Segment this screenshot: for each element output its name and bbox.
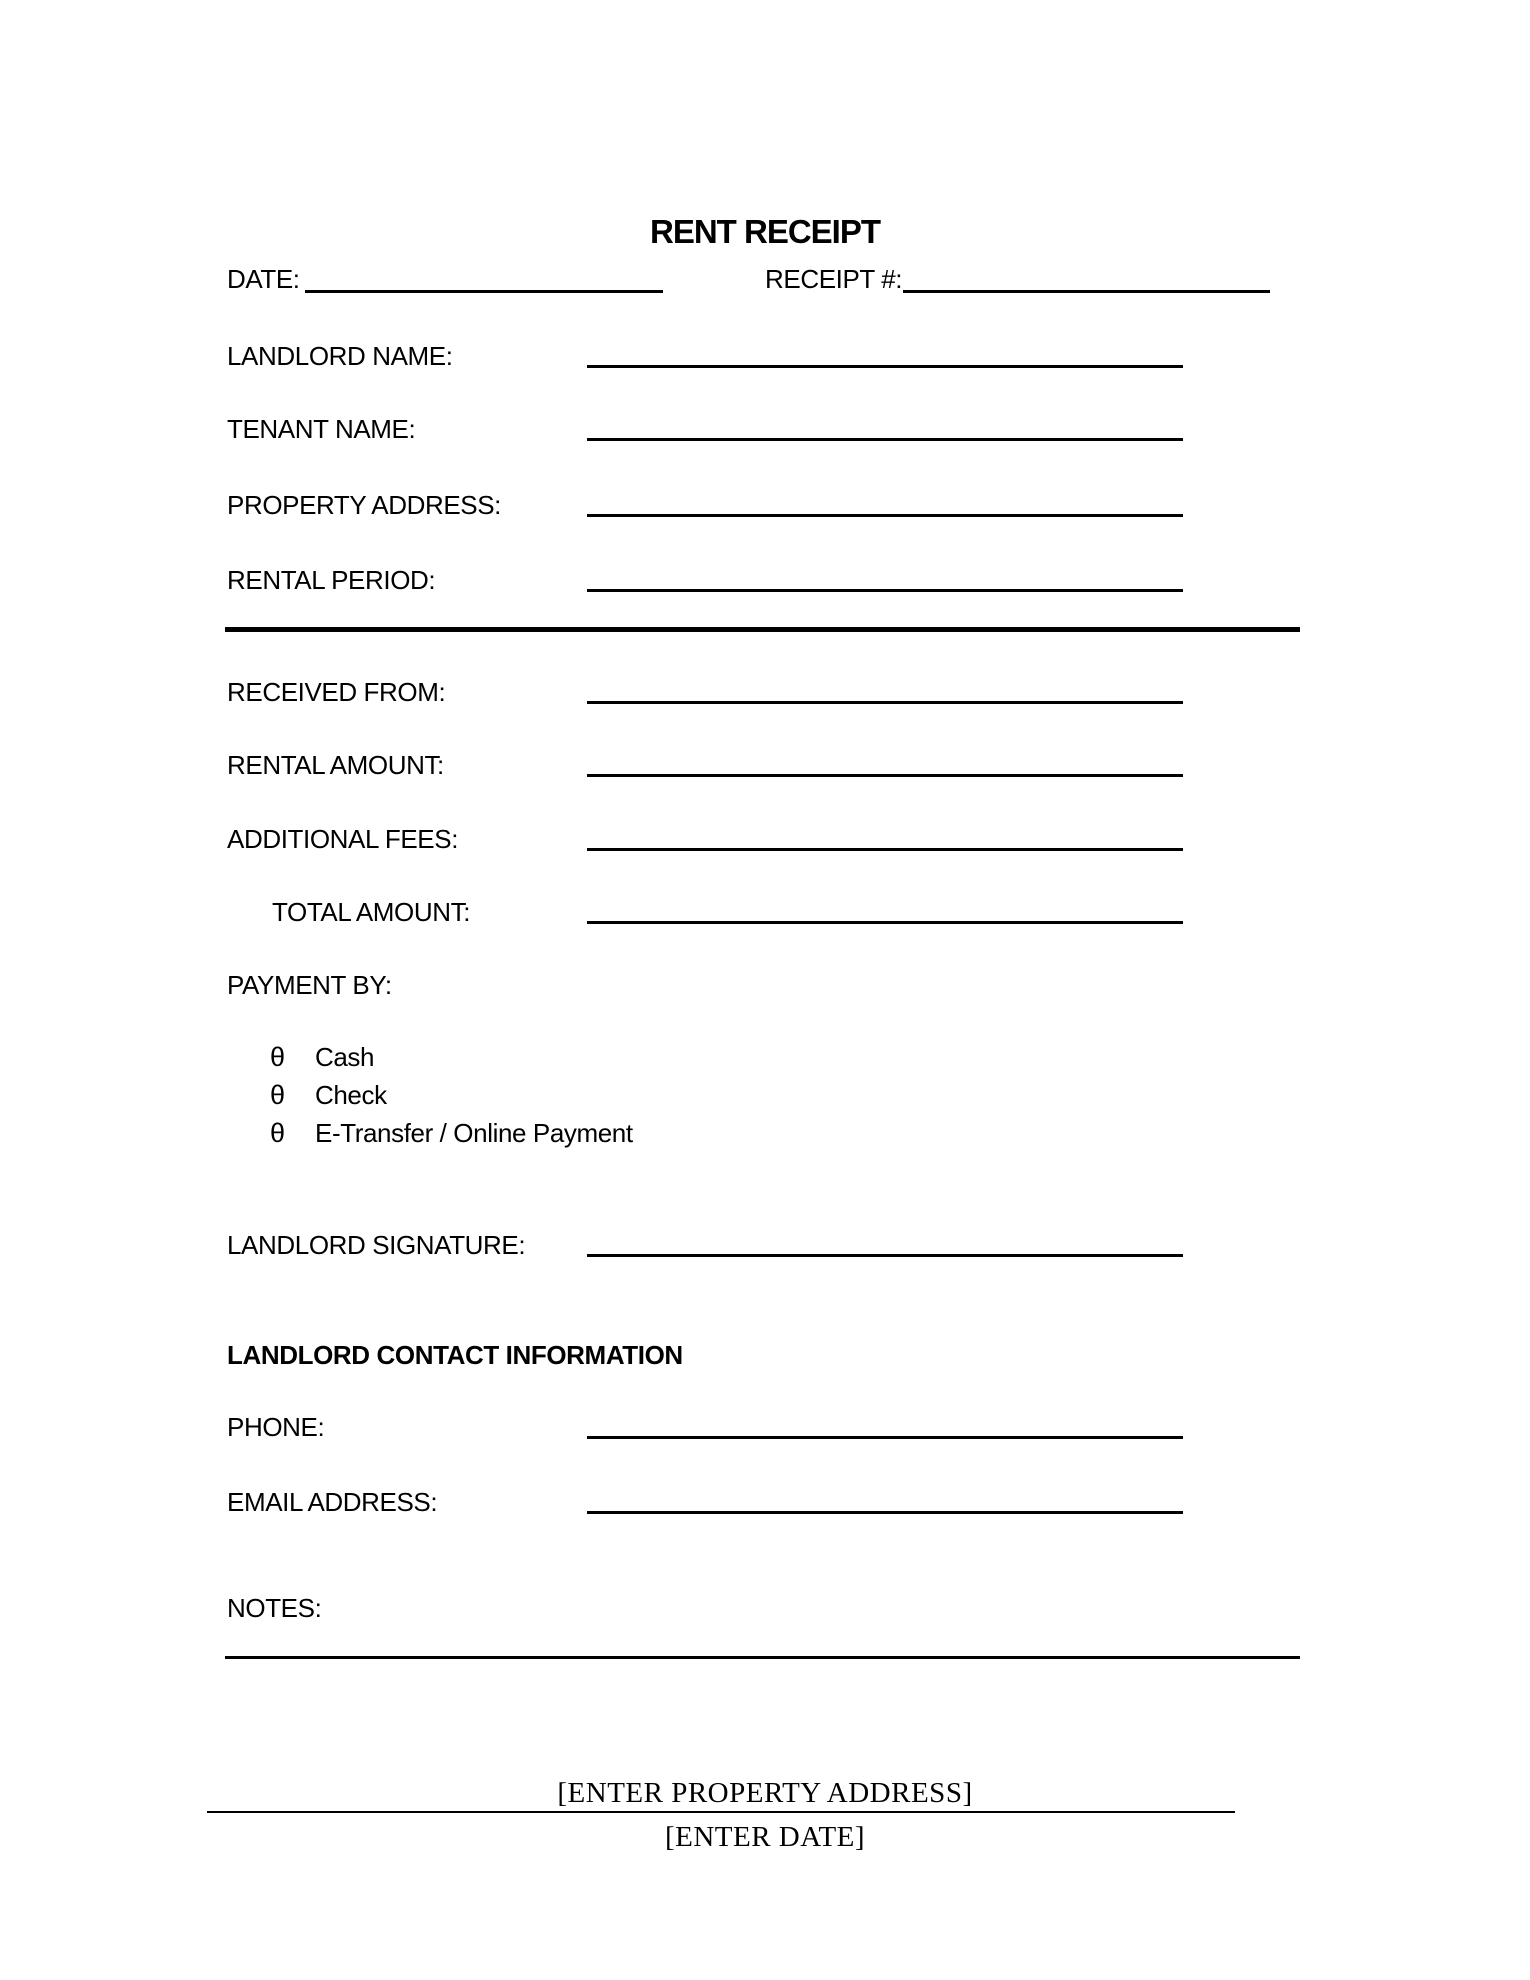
date-label: DATE: [227,264,300,294]
payment-option-check-label: Check [315,1080,387,1110]
landlord-name-label: LANDLORD NAME: [227,341,453,371]
checkbox-icon: θ [270,1118,285,1148]
footer-rule [207,1811,1235,1813]
date-input-line[interactable] [305,290,663,293]
payment-option-etransfer[interactable] [270,1118,633,1149]
landlord-contact-heading: LANDLORD CONTACT INFORMATION [227,1340,683,1370]
additional-fees-input-line[interactable] [587,848,1183,851]
total-amount-input-line[interactable] [587,921,1183,924]
email-address-input-line[interactable] [587,1511,1183,1514]
rental-period-label: RENTAL PERIOD: [227,565,436,595]
payment-option-etransfer-label: E-Transfer / Online Payment [315,1118,633,1148]
notes-label: NOTES: [227,1593,322,1623]
property-address-input-line[interactable] [587,514,1183,517]
receipt-number-label: RECEIPT #: [765,264,903,294]
payment-option-cash[interactable] [270,1042,374,1073]
landlord-signature-label: LANDLORD SIGNATURE: [227,1230,526,1260]
checkbox-icon: θ [270,1080,285,1110]
email-address-label: EMAIL ADDRESS: [227,1487,438,1517]
tenant-name-label: TENANT NAME: [227,414,416,444]
received-from-input-line[interactable] [587,701,1183,704]
phone-input-line[interactable] [587,1436,1183,1439]
payment-by-label: PAYMENT BY: [227,970,392,1000]
tenant-name-input-line[interactable] [587,438,1183,441]
document-title: RENT RECEIPT [649,213,881,250]
payment-option-check[interactable] [270,1080,387,1111]
checkbox-icon: θ [270,1042,285,1072]
payment-option-cash-label: Cash [315,1042,375,1072]
rental-amount-label: RENTAL AMOUNT: [227,750,444,780]
notes-input-line[interactable] [225,1656,1300,1659]
footer-date-placeholder: [ENTER DATE] [664,1821,866,1853]
rental-amount-input-line[interactable] [587,774,1183,777]
total-amount-label: TOTAL AMOUNT: [272,897,471,927]
landlord-signature-input-line[interactable] [587,1254,1183,1257]
footer-property-address-placeholder: [ENTER PROPERTY ADDRESS] [557,1777,973,1809]
rental-period-input-line[interactable] [587,589,1183,592]
landlord-name-input-line[interactable] [587,365,1183,368]
phone-label: PHONE: [227,1412,325,1442]
additional-fees-label: ADDITIONAL FEES: [227,824,459,854]
property-address-label: PROPERTY ADDRESS: [227,490,501,520]
section-divider [225,627,1300,632]
receipt-number-input-line[interactable] [903,290,1270,293]
received-from-label: RECEIVED FROM: [227,677,446,707]
